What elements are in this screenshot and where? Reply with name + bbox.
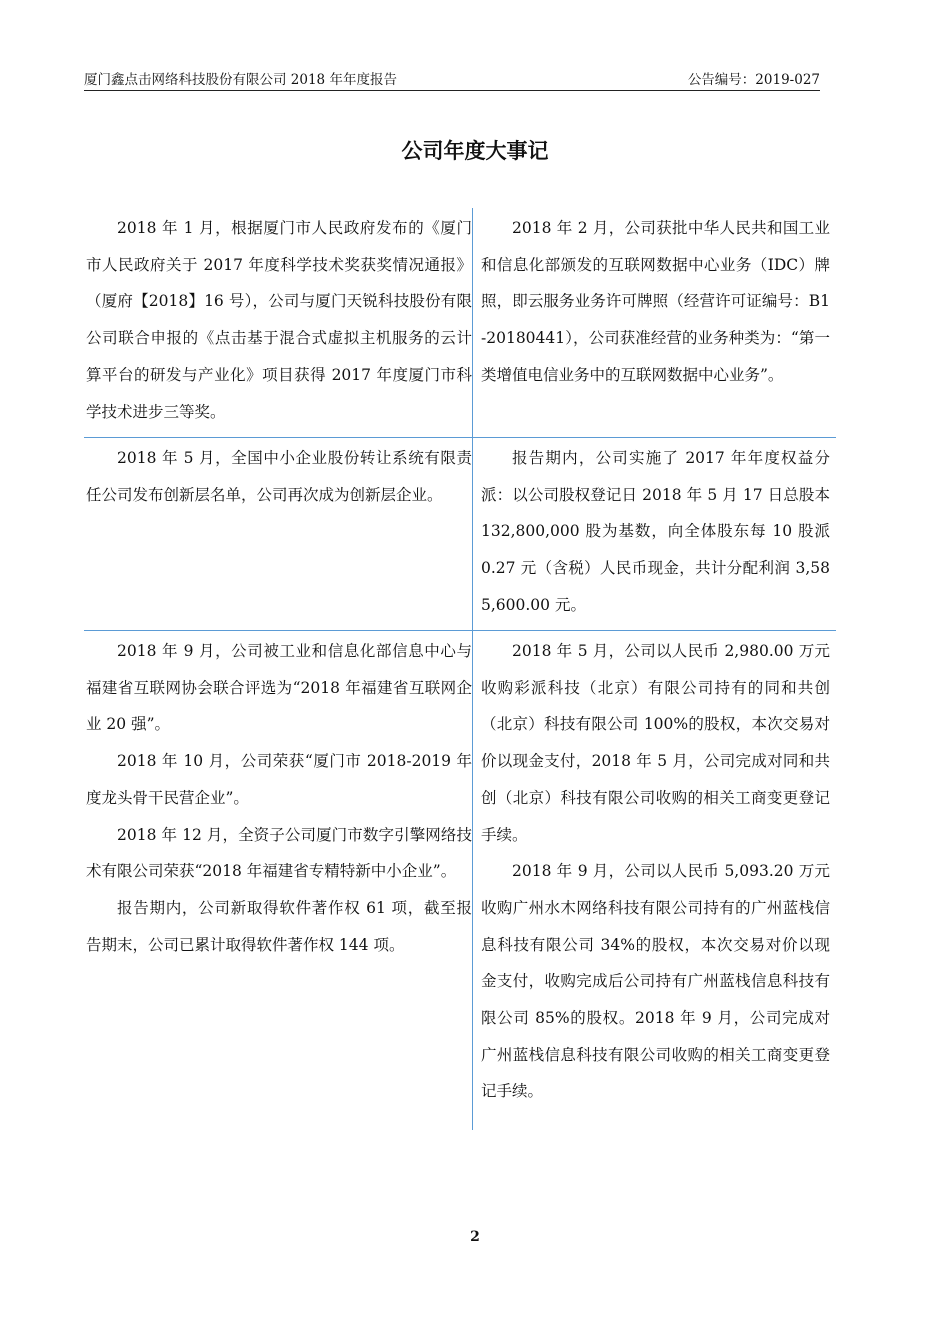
event-paragraph: 2018 年 5 月，全国中小企业股份转让系统有限责任公司发布创新层名单，公司再次成为创新层企业。 — [86, 449, 472, 504]
event-cell-row2-right — [472, 438, 836, 630]
event-paragraph: 2018 年 10 月，公司荣获“厦门市 2018-2019 年度龙头骨干民营企业”。 — [86, 752, 472, 807]
event-cell-row2-left — [84, 438, 472, 630]
event-paragraph: 2018 年 9 月，公司以人民币 5,093.20 万元收购广州水木网络科技有限公司持有的广州蓝栈信息科技有限公司 34%的股权，本次交易对价以现金支付，收购完成后公司持有广州蓝栈信息科技有限公司 85%的股权。2018 年 9 月，公司完成对广州蓝栈信息科技有限公司收购的相关工商变更登记手续。 — [481, 862, 830, 1101]
header-company-report: 厦门鑫点击网络科技股份有限公司 2018 年年度报告 — [84, 72, 397, 88]
events-row-1 — [84, 208, 836, 437]
event-paragraph: 2018 年 9 月，公司被工业和信息化部信息中心与福建省互联网协会联合评选为“2018 年福建省互联网企业 20 强”。 — [86, 642, 472, 734]
events-table — [84, 208, 836, 1130]
event-cell-row1-left — [84, 208, 472, 437]
event-cell-row3-left — [84, 631, 472, 1130]
event-paragraph: 报告期内，公司实施了 2017 年年度权益分派：以公司股权登记日 2018 年 5 月 17 日总股本 132,800,000 股为基数，向全体股东每 10 股派 0.27 元（含税）人民币现金，共计分配利润 3,585,600.00 元。 — [481, 449, 830, 614]
page-title: 公司年度大事记 — [401, 139, 549, 163]
events-row-3 — [84, 630, 836, 1130]
event-cell-row1-right — [472, 208, 836, 437]
event-cell-row3-right — [472, 631, 836, 1130]
event-paragraph: 2018 年 1 月，根据厦门市人民政府发布的《厦门市人民政府关于 2017 年度科学技术奖获奖情况通报》（厦府【2018】16 号），公司与厦门天锐科技股份有限公司联合申报的《点击基于混合式虚拟主机服务的云计算平台的研发与产业化》项目获得 2017 年度厦门市科学技术进步三等奖。 — [86, 219, 472, 421]
event-paragraph: 报告期内，公司新取得软件著作权 61 项，截至报告期末，公司已累计取得软件著作权 144 项。 — [86, 898, 472, 954]
event-paragraph: 2018 年 12 月，全资子公司厦门市数字引擎网络技术有限公司荣获“2018 年福建省专精特新中小企业”。 — [86, 825, 472, 881]
events-row-2 — [84, 437, 836, 630]
event-paragraph: 2018 年 5 月，公司以人民币 2,980.00 万元收购彩派科技（北京）有限公司持有的同和共创（北京）科技有限公司 100%的股权，本次交易对价以现金支付，2018 年 5 月，公司完成对同和共创（北京）科技有限公司收购的相关工商变更登记手续。 — [481, 642, 830, 844]
page-number: 2 — [470, 1229, 480, 1245]
event-paragraph: 2018 年 2 月，公司获批中华人民共和国工业和信息化部颁发的互联网数据中心业务（IDC）牌照，即云服务业务许可牌照（经营许可证编号：B1-20180441），公司获准经营的业务种类为：“第一类增值电信业务中的互联网数据中心业务”。 — [481, 219, 830, 384]
header-announcement-number: 公告编号：2019-027 — [687, 72, 820, 88]
page-header — [84, 64, 820, 91]
